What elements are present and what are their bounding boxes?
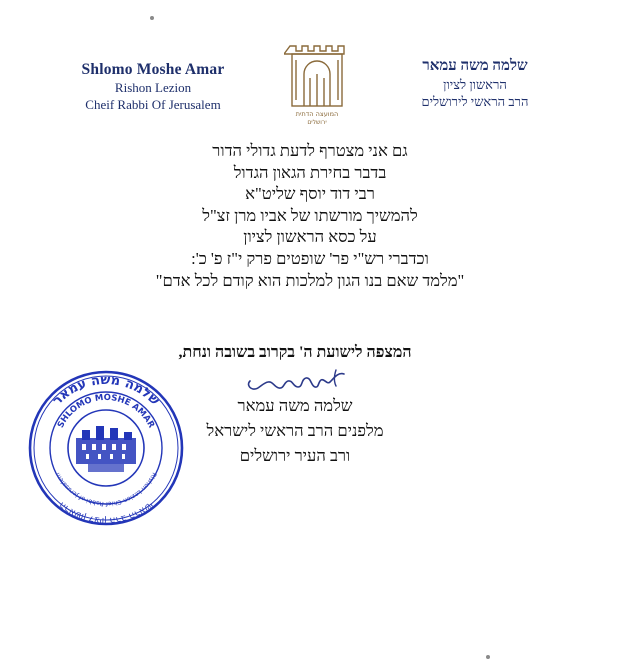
body-line: וכדברי רש"י פר' שופטים פרק י"ז פ' כ': [191,248,429,268]
signature-subtitle: ורב העיר ירושלים [239,446,351,465]
body-line: רבי דוד יוסף שליט"א [245,184,375,204]
letterhead-english [58,60,248,113]
body-line: "מלמד שאם בנו הגון למלכות הוא קודם לכל אדם" [155,270,465,290]
svg-text:שלמה משה עמאר: שלמה משה עמאר [49,372,162,409]
svg-text:Rishon Lezion Chief Rabbi of J: Rishon Lezion Chief Rabbi of Jerusalem [54,471,158,508]
letter-body [110,140,510,291]
body-line: להמשיך מורשתו של אביו מרן זצ"ל [202,205,418,225]
letterhead-hebrew [395,57,555,110]
signature-block [170,343,420,468]
svg-text:המועצה הדתית: המועצה הדתית [295,110,339,118]
closing-line: המצפה לישועת ה' בקרוב בשובה ונחת, [178,344,412,361]
scan-speck [150,16,154,20]
svg-text:SHLOMO MOSHE AMAR: SHLOMO MOSHE AMAR [55,392,157,430]
scan-speck [486,655,490,659]
signature-name: שלמה משה עמאר [237,396,353,415]
tower-emblem-icon [284,38,350,128]
body-line: גם אני מצטרף לדעת גדולי הדור [212,141,408,160]
letterhead-english-subtitle: Cheif Rabbi Of Jerusalem [85,97,221,112]
body-line: על כסא הראשון לציון [243,227,377,247]
rabbi-seal-stamp [26,368,186,528]
letterhead-hebrew-title: הראשון לציון [443,77,507,92]
svg-text:ירושלים: ירושלים [307,119,327,126]
letterhead-english-title: Rishon Lezion [114,80,192,95]
signature-title: מלפנים הרב הראשי לישראל [206,421,384,440]
letterhead-english-name: Shlomo Moshe Amar [81,61,225,78]
svg-text:הראשון לציון הרב הראשי: הראשון לציון הרב הראשי [57,499,155,525]
letterhead-hebrew-subtitle: הרב הראשי לירושלים [421,94,529,109]
handwritten-signature [240,365,350,393]
letterhead-hebrew-name: שלמה משה עמאר [422,58,528,74]
body-line: בדבר בחירת הגאון הגדול [233,162,387,182]
